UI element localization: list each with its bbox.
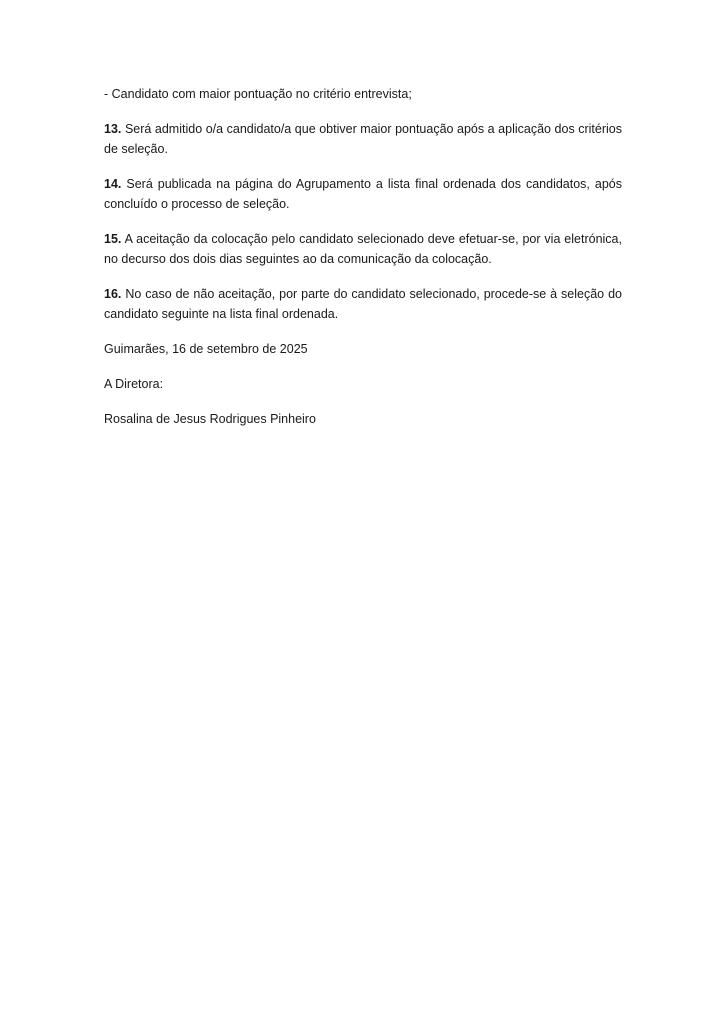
- signatory-name: Rosalina de Jesus Rodrigues Pinheiro: [104, 412, 316, 426]
- clause-16: [104, 284, 622, 324]
- criterion-line: [104, 84, 622, 104]
- clause-text: Será admitido o/a candidato/a que obtiver maior pontuação após a aplicação dos critérios de seleção.: [104, 122, 622, 156]
- clause-number: 15.: [104, 232, 122, 246]
- clause-text: Será publicada na página do Agrupamento a lista final ordenada dos candidatos, após concluído o processo de seleção.: [104, 177, 622, 211]
- clause-15: [104, 229, 622, 269]
- signatory-title: A Diretora:: [104, 377, 164, 391]
- clause-number: 16.: [104, 287, 122, 301]
- criterion-text: - Candidato com maior pontuação no critério entrevista;: [104, 87, 412, 101]
- clause-number: 13.: [104, 122, 122, 136]
- place-date: Guimarães, 16 de setembro de 2025: [104, 342, 308, 356]
- clause-13: [104, 119, 622, 159]
- clause-14: [104, 174, 622, 214]
- document-body: [104, 84, 622, 444]
- clause-text: A aceitação da colocação pelo candidato selecionado deve efetuar-se, por via eletrónica, no decurso dos dois dias seguintes ao da comunicação da colocação.: [104, 232, 622, 266]
- clause-number: 14.: [104, 177, 122, 191]
- clause-text: No caso de não aceitação, por parte do candidato selecionado, procede-se à seleção do candidato seguinte na lista final ordenada.: [104, 287, 622, 321]
